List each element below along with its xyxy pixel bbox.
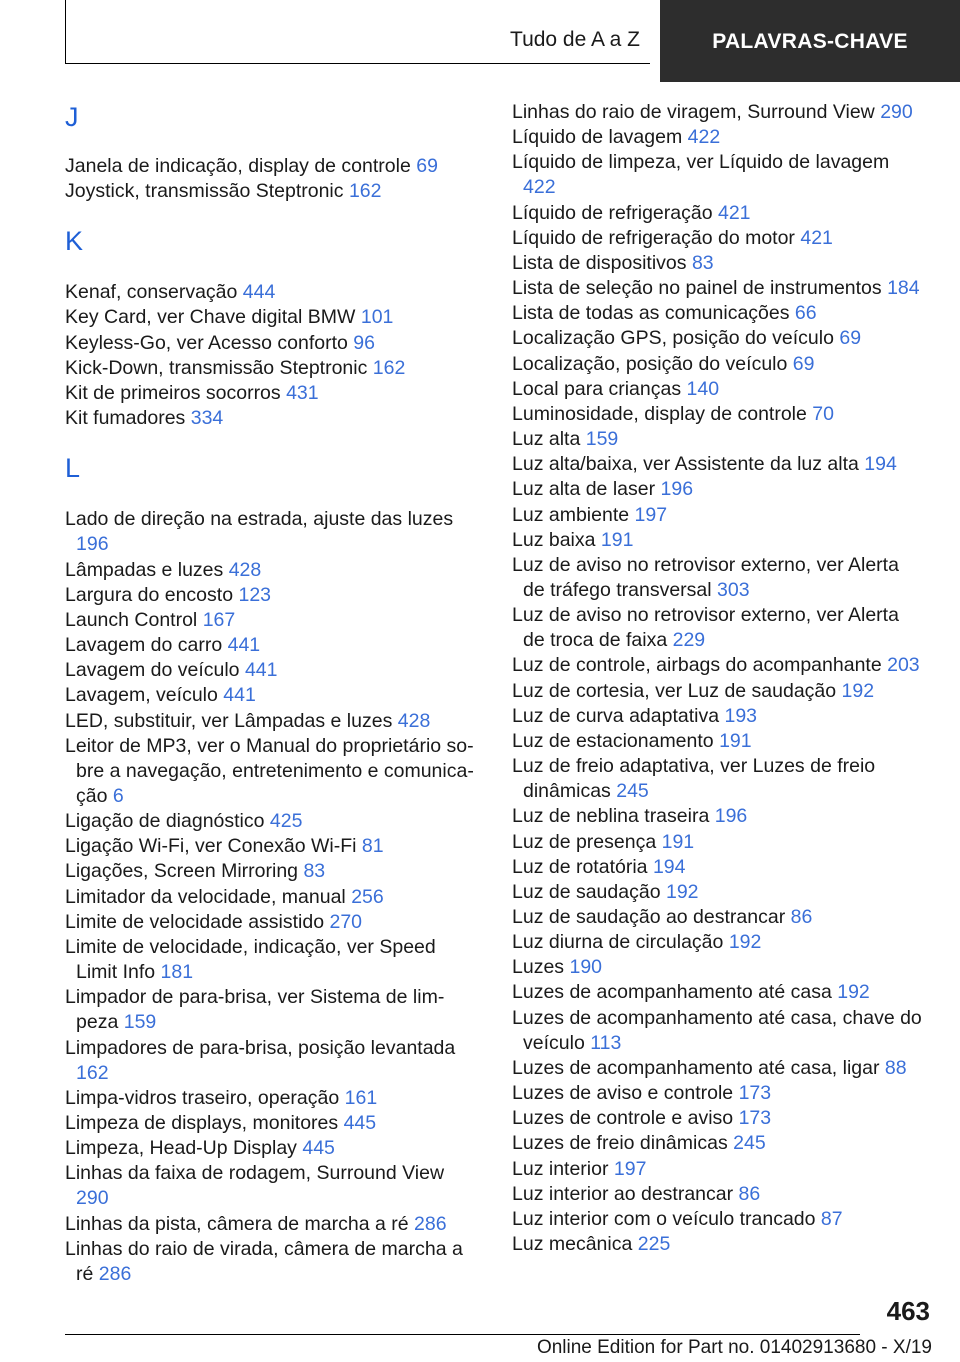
page-reference-link[interactable]: 286 — [414, 1212, 447, 1235]
index-entry-text: Líquido de limpeza, ver Líquido de lavagem — [512, 151, 890, 174]
index-entry-text: Luz de freio adaptativa, ver Luzes de freio dinâmicas — [512, 755, 876, 803]
index-entry — [512, 201, 922, 226]
page-reference-link[interactable]: 194 — [652, 855, 686, 878]
index-entry-text: Localização, posição do veículo — [512, 352, 788, 375]
index-entry — [512, 880, 922, 905]
page-reference-link[interactable]: 6 — [112, 784, 124, 807]
page-reference-link[interactable]: 194 — [864, 453, 897, 476]
page-reference-link[interactable]: 83 — [691, 251, 714, 274]
page-reference-link[interactable]: 445 — [302, 1137, 335, 1160]
index-entry — [65, 1237, 475, 1287]
index-entry — [512, 100, 922, 125]
page-reference-link[interactable]: 193 — [724, 704, 758, 727]
page-reference-link[interactable]: 425 — [269, 810, 303, 833]
index-entry — [512, 830, 922, 855]
index-entry — [512, 276, 922, 301]
index-entry — [512, 679, 922, 704]
page-reference-link[interactable]: 197 — [634, 503, 668, 526]
page-reference-link[interactable]: 101 — [360, 306, 394, 329]
page-reference-link[interactable]: 422 — [523, 176, 556, 199]
index-entry — [512, 125, 922, 150]
page-reference-link[interactable]: 191 — [719, 729, 752, 752]
index-entry-text: Luzes de acompanhamento até casa, chave do veículo — [512, 1006, 922, 1054]
index-entry-text: Localização GPS, posição do veículo — [512, 327, 834, 350]
index-entry — [512, 1207, 922, 1232]
index-entry — [512, 427, 922, 452]
page-reference-link[interactable]: 162 — [372, 356, 406, 379]
page-reference-link[interactable]: 162 — [76, 1061, 109, 1084]
index-entry-text: Luz mecânica — [512, 1233, 633, 1256]
index-entry-text: Kenaf, conservação — [65, 281, 238, 304]
index-entry-text: Janela de indicação, display de controle — [65, 155, 411, 177]
page-reference-link[interactable]: 162 — [348, 180, 382, 203]
index-entry — [512, 503, 922, 528]
index-entry-text: Limitador da velocidade, manual — [65, 885, 346, 908]
index-entry — [512, 226, 922, 251]
index-entry-text: Líquido de lavagem — [512, 126, 683, 149]
page-reference-link[interactable]: 181 — [160, 961, 194, 984]
index-entry-text: Linhas do raio de virada, câmera de marcha a ré — [65, 1237, 463, 1285]
index-entry — [512, 452, 922, 477]
index-entry-text: Limpa-vidros traseiro, operação — [65, 1086, 340, 1109]
page-reference-link[interactable]: 69 — [839, 327, 862, 350]
index-entry-text: Leitor de MP3, ver o Manual do proprietário sobre a navegação, entretenimento e comunicação — [65, 734, 474, 807]
index-entry — [65, 658, 475, 683]
index-entry-text: Lista de seleção no painel de instrumentos — [512, 277, 882, 300]
index-entry — [512, 1131, 922, 1156]
page-reference-link[interactable]: 192 — [665, 880, 699, 903]
index-entry — [512, 603, 922, 653]
index-entry-text: Ligação de diagnóstico — [65, 810, 265, 833]
index-entry-text: Luz interior — [512, 1157, 609, 1180]
index-entry — [65, 608, 475, 633]
index-entry-text: Luzes de acompanhamento até casa — [512, 981, 832, 1004]
index-entry — [65, 1111, 475, 1136]
index-entry-text: Luz de saudação ao destrancar — [512, 906, 786, 928]
index-entry — [512, 402, 922, 427]
page-reference-link[interactable]: 86 — [738, 1182, 761, 1205]
index-entry-text: Luz interior ao destrancar — [512, 1182, 734, 1205]
page-reference-link[interactable]: 69 — [416, 155, 438, 177]
page-reference-link[interactable]: 441 — [223, 684, 256, 707]
index-entry — [65, 381, 475, 406]
page-reference-link[interactable]: 192 — [728, 931, 762, 954]
index-entry — [512, 704, 922, 729]
index-entry — [65, 734, 475, 809]
index-entry — [65, 834, 475, 859]
index-entry — [65, 633, 475, 658]
index-entry-text: Lavagem do veículo — [65, 659, 240, 682]
index-entry — [65, 507, 475, 557]
index-entry-text: Limite de velocidade, indicação, ver Speed Limit Info — [65, 935, 436, 984]
page-reference-link[interactable]: 445 — [343, 1112, 377, 1134]
page-reference-link[interactable]: 192 — [837, 981, 870, 1004]
index-entry-text: Luz de aviso no retrovisor externo, ver Alerta de tráfego transversal — [512, 553, 899, 601]
index-entry — [512, 1182, 922, 1207]
index-entry-text: Kit de primeiros socorros — [65, 381, 281, 404]
index-entry — [512, 855, 922, 880]
index-entry-text: Luz de estacionamento — [512, 729, 714, 752]
index-entry-text: Lâmpadas e luzes — [65, 558, 224, 581]
index-entry — [65, 558, 475, 583]
page-reference-link[interactable]: 286 — [98, 1262, 132, 1285]
index-entry-text: Ligação Wi-Fi, ver Conexão Wi-Fi — [65, 835, 357, 858]
page-reference-link[interactable]: 81 — [361, 835, 384, 858]
page-reference-link[interactable]: 245 — [616, 780, 649, 803]
page-reference-link[interactable]: 290 — [76, 1187, 109, 1210]
page-reference-link[interactable]: 66 — [794, 302, 817, 325]
index-entry-text: Linhas da pista, câmera de marcha a ré — [65, 1212, 409, 1235]
index-entry — [65, 859, 475, 884]
index-entry-text: Key Card, ver Chave digital BMW — [65, 306, 356, 329]
index-entry-text: Local para crianças — [512, 377, 682, 400]
index-entry — [512, 377, 922, 402]
page-reference-link[interactable]: 159 — [123, 1011, 157, 1034]
index-entry — [65, 179, 475, 204]
page-reference-link[interactable]: 83 — [303, 860, 326, 883]
index-entry-text: Lavagem do carro — [65, 634, 223, 657]
index-entry — [512, 1157, 922, 1182]
index-entry — [65, 154, 475, 179]
footer-rule — [65, 1334, 860, 1335]
index-entry — [512, 326, 922, 351]
index-entry — [512, 905, 922, 930]
index-entry-text: Luz baixa — [512, 528, 596, 551]
page-reference-link[interactable]: 87 — [820, 1207, 843, 1230]
page-reference-link[interactable]: 245 — [733, 1132, 766, 1155]
index-entry — [65, 1161, 475, 1211]
index-entry-text: Lavagem, veículo — [65, 684, 218, 707]
page-reference-link[interactable]: 270 — [329, 910, 363, 933]
index-entry — [65, 910, 475, 935]
index-entry-text: Luz de neblina traseira — [512, 805, 710, 828]
index-entry — [512, 528, 922, 553]
page-reference-link[interactable]: 190 — [569, 956, 603, 979]
page-reference-link[interactable]: 421 — [800, 226, 833, 249]
index-entry — [512, 930, 922, 955]
index-entry-text: Luz de aviso no retrovisor externo, ver Alerta de troca de faixa — [512, 604, 899, 652]
index-entry-text: Launch Control — [65, 608, 198, 631]
index-entry-text: Luz interior com o veículo trancado — [512, 1207, 816, 1230]
index-entry — [512, 1081, 922, 1106]
page-reference-link[interactable]: 69 — [792, 352, 815, 375]
page-reference-link[interactable]: 196 — [660, 478, 694, 501]
index-entry-text: LED, substituir, ver Lâmpadas e luzes — [65, 709, 393, 732]
page-reference-link[interactable]: 225 — [637, 1233, 671, 1256]
header-title: Tudo de A a Z — [510, 28, 640, 51]
page-reference-link[interactable]: 167 — [202, 608, 236, 631]
index-column-right — [512, 100, 922, 1257]
index-entry-text: Luzes de controle e aviso — [512, 1107, 734, 1130]
page-reference-link[interactable]: 184 — [887, 277, 920, 300]
page-reference-link[interactable]: 196 — [76, 533, 109, 556]
page-reference-link[interactable]: 290 — [880, 101, 913, 123]
index-entry-text: Limpeza de displays, monitores — [65, 1112, 339, 1134]
page-reference-link[interactable]: 422 — [687, 126, 721, 149]
index-entry-text: Luzes de freio dinâmicas — [512, 1132, 728, 1155]
page-reference-link[interactable]: 88 — [884, 1056, 907, 1079]
index-entry-text: Luz de curva adaptativa — [512, 704, 720, 727]
index-entry-text: Kick-Down, transmissão Steptronic — [65, 356, 368, 379]
index-entry-text: Luz alta/baixa, ver Assistente da luz alta — [512, 453, 859, 476]
index-entry-text: Largura do encosto — [65, 583, 234, 606]
page-reference-link[interactable]: 334 — [190, 407, 224, 430]
page-reference-link[interactable]: 159 — [585, 428, 619, 451]
index-entry-text: Líquido de refrigeração — [512, 201, 713, 224]
index-entry — [65, 280, 475, 305]
index-entry — [65, 583, 475, 608]
page-reference-link[interactable]: 303 — [717, 578, 750, 601]
section-tab[interactable]: PALAVRAS-CHAVE — [660, 0, 960, 82]
index-entry — [512, 251, 922, 276]
index-entry — [65, 1036, 475, 1086]
index-entry-text: Líquido de refrigeração do motor — [512, 226, 795, 249]
page-reference-link[interactable]: 191 — [661, 830, 695, 853]
index-entry-text: Luz alta — [512, 428, 581, 451]
index-entry — [65, 935, 475, 985]
section-letter-k: K — [65, 226, 84, 257]
index-entry — [65, 1136, 475, 1161]
page-reference-link[interactable]: 140 — [686, 377, 720, 400]
index-entry-text: Luz diurna de circulação — [512, 931, 724, 954]
index-entry — [512, 1056, 922, 1081]
index-entry-text: Keyless-Go, ver Acesso conforto — [65, 331, 348, 354]
index-entry-text: Luz de saudação — [512, 880, 661, 903]
page-reference-link[interactable]: 441 — [244, 659, 278, 682]
index-entry — [512, 1006, 922, 1056]
section-letter-l: L — [65, 453, 81, 484]
index-entry-text: Ligações, Screen Mirroring — [65, 860, 299, 883]
index-entry — [512, 980, 922, 1005]
index-entry-text: Luz ambiente — [512, 503, 630, 526]
page-reference-link[interactable]: 428 — [397, 709, 431, 732]
index-entry-text: Luz de presença — [512, 830, 657, 853]
index-entry-text: Kit fumadores — [65, 407, 186, 430]
index-column-left — [65, 100, 475, 1287]
index-entry-text: Limpador de para-brisa, ver Sistema de limpeza — [65, 986, 445, 1034]
index-entry — [512, 653, 922, 678]
index-entry — [512, 553, 922, 603]
index-entry — [65, 709, 475, 734]
section-letter-j: J — [65, 102, 79, 132]
index-entry — [512, 955, 922, 980]
page-reference-link[interactable]: 113 — [590, 1031, 622, 1054]
footer-edition: Online Edition for Part no. 01402913680 - X/19 — [536, 1337, 932, 1358]
index-entry — [65, 331, 475, 356]
index-entry — [512, 1232, 922, 1257]
page-reference-link[interactable]: 173 — [738, 1082, 772, 1105]
index-entry — [512, 754, 922, 804]
index-entry — [65, 356, 475, 381]
page-reference-link[interactable]: 444 — [242, 281, 276, 304]
page-reference-link[interactable]: 421 — [717, 201, 751, 224]
index-entry — [65, 985, 475, 1035]
page-reference-link[interactable]: 70 — [812, 402, 834, 425]
index-entry — [512, 1106, 922, 1131]
page-reference-link[interactable]: 441 — [227, 634, 261, 657]
page-reference-link[interactable]: 161 — [344, 1086, 378, 1109]
index-entry-text: Lista de dispositivos — [512, 251, 687, 274]
index-entry-text: Luzes de aviso e controle — [512, 1082, 734, 1105]
page-reference-link[interactable]: 203 — [887, 654, 920, 677]
index-entry-text: Limpeza, Head-Up Display — [65, 1137, 297, 1160]
index-entry — [65, 1086, 475, 1111]
index-entry — [65, 406, 475, 431]
index-entry-text: Joystick, transmissão Steptronic — [65, 180, 344, 203]
page-number: 463 — [886, 1296, 930, 1326]
index-entry-text: Luz alta de laser — [512, 478, 656, 501]
index-entry — [65, 683, 475, 708]
page-reference-link[interactable]: 229 — [672, 629, 706, 652]
page-reference-link[interactable]: 86 — [790, 906, 813, 928]
page-reference-link[interactable]: 197 — [613, 1157, 647, 1180]
index-entry — [65, 305, 475, 330]
page-reference-link[interactable]: 191 — [600, 528, 634, 551]
index-entry — [512, 477, 922, 502]
index-entry-text: Lado de direção na estrada, ajuste das luzes — [65, 508, 454, 531]
page-reference-link[interactable]: 256 — [351, 885, 384, 908]
index-entry — [512, 729, 922, 754]
page-reference-link[interactable]: 173 — [738, 1107, 772, 1130]
index-entry — [512, 150, 922, 200]
index-entry-text: Luzes de acompanhamento até casa, ligar — [512, 1056, 880, 1079]
index-entry-text: Linhas do raio de viragem, Surround View — [512, 101, 875, 123]
page-reference-link[interactable]: 428 — [228, 558, 262, 581]
page-reference-link[interactable]: 96 — [353, 331, 375, 354]
index-entry-text: Limite de velocidade assistido — [65, 910, 325, 933]
index-entry-text: Lista de todas as comunicações — [512, 302, 790, 325]
index-entry — [65, 1212, 475, 1237]
index-entry — [512, 804, 922, 829]
index-entry — [512, 352, 922, 377]
index-entry-text: Limpadores de para-brisa, posição levantada — [65, 1036, 456, 1059]
page-reference-link[interactable]: 192 — [841, 679, 875, 702]
index-entry-text: Linhas da faixa de rodagem, Surround View — [65, 1162, 445, 1185]
header-rule — [65, 63, 650, 64]
index-entry-text: Luz de cortesia, ver Luz de saudação — [512, 679, 837, 702]
header-left-rule — [65, 0, 66, 63]
page-reference-link[interactable]: 123 — [238, 583, 272, 606]
index-entry-text: Luzes — [512, 956, 565, 979]
index-entry-text: Luminosidade, display de controle — [512, 402, 807, 425]
index-entry-text: Luz de rotatória — [512, 855, 648, 878]
index-entry-text: Luz de controle, airbags do acompanhante — [512, 654, 882, 677]
page-reference-link[interactable]: 431 — [286, 381, 319, 404]
index-entry — [65, 809, 475, 834]
index-entry — [65, 885, 475, 910]
page-reference-link[interactable]: 196 — [714, 805, 748, 828]
index-entry — [512, 301, 922, 326]
